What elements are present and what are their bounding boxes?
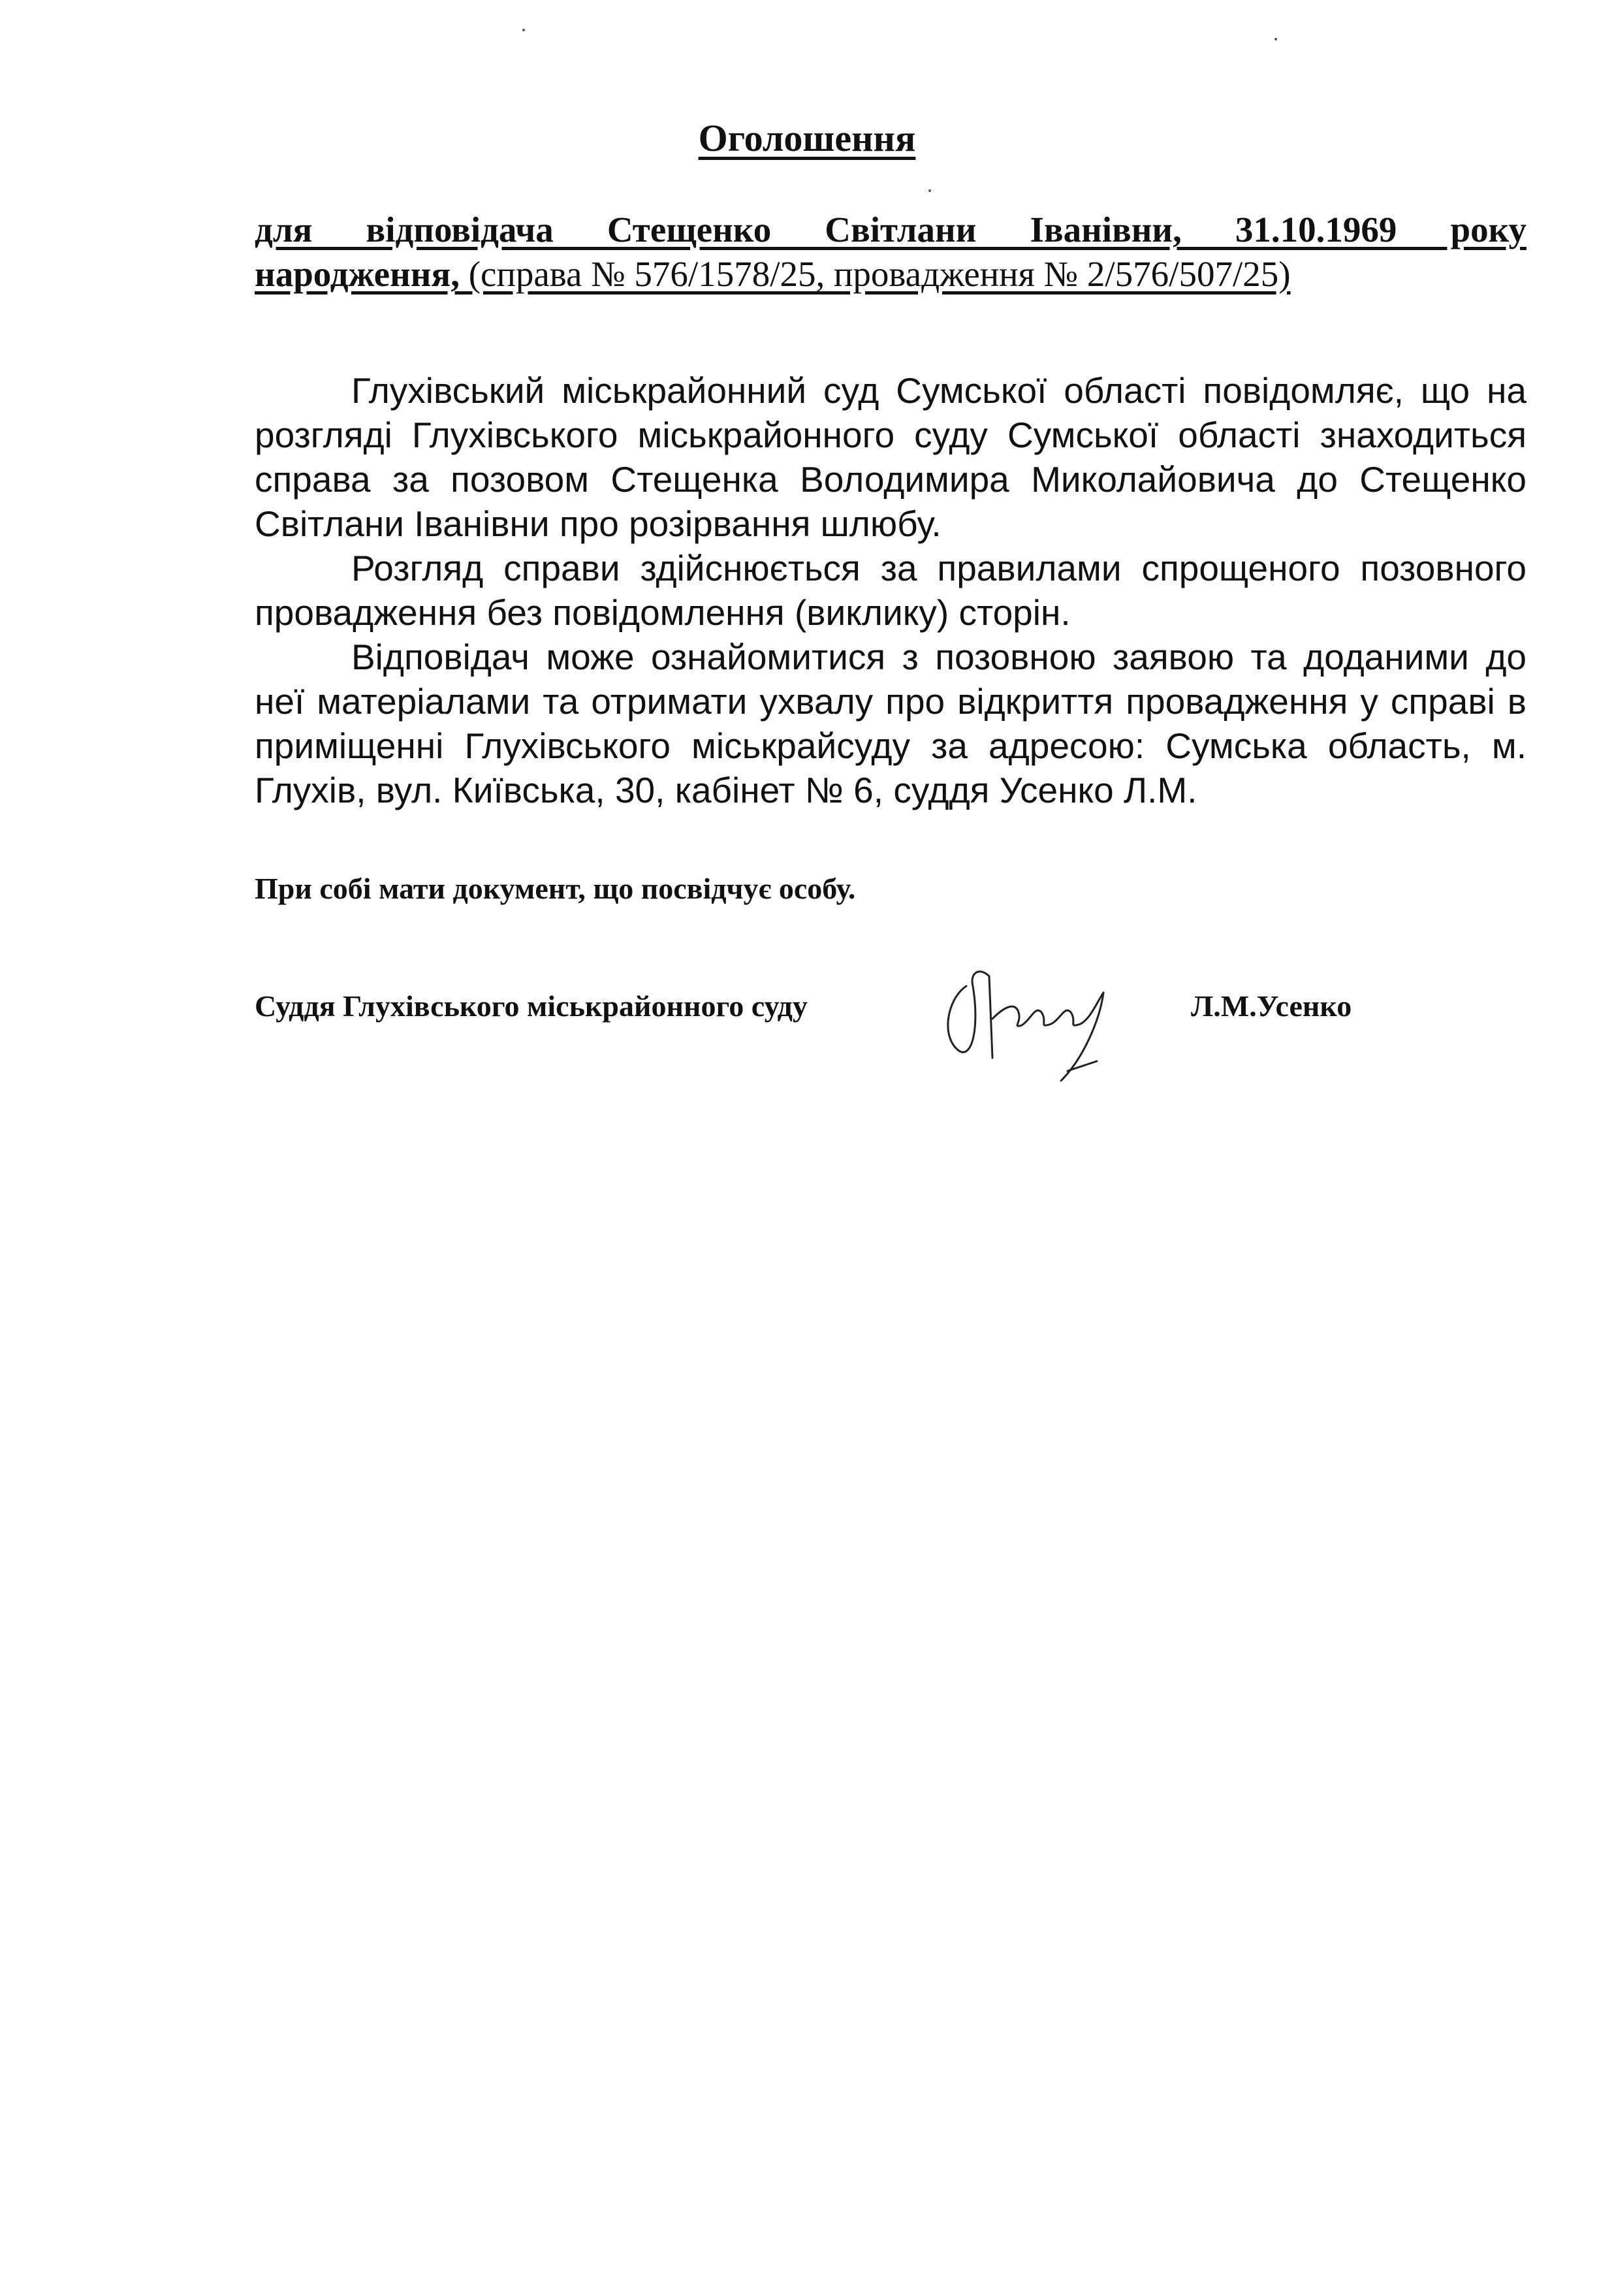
subject-line-1: для відповідача Стещенко Світлани Іванівни, 31.10.1969 року	[255, 210, 1527, 249]
handwritten-signature	[927, 947, 1149, 1091]
subject-case-numbers: (справа № 576/1578/25, провадження № 2/576/507/25)	[459, 254, 1291, 294]
id-document-note: При собі мати документ, що посвідчує особу.	[255, 872, 856, 905]
subject-heading	[255, 208, 1527, 296]
subject-line-2-bold: народження,	[255, 254, 460, 294]
paragraph-notice: Глухівський міськрайонний суд Сумської області повідомляє, що на розгляді Глухівського міськрайонного суду Сумської області знаходиться справа за позовом Стещенка Володимира Миколайовича до Стещенко Світлани Іванівни про розірвання шлюбу.	[255, 370, 1527, 544]
document-title: Оголошення	[698, 117, 916, 159]
scan-speck	[522, 29, 525, 31]
judge-name: Л.М.Усенко	[1191, 989, 1352, 1023]
paragraph-access: Відповідач може ознайомитися з позовною заявою та доданими до неї матеріалами та отримати ухвалу про відкриття провадження у справі в приміщенні Глухівського міськрайсуду за адресою: Сумська область, м. Глухів, вул. Київська, 30, кабінет № 6, суддя Усенко Л.М.	[255, 637, 1527, 810]
announcement-body	[255, 368, 1527, 812]
scan-speck	[1274, 38, 1277, 40]
paragraph-procedure: Розгляд справи здійснюється за правилами спрощеного позовного провадження без повідомлення (виклику) сторін.	[255, 548, 1527, 633]
scan-speck	[928, 189, 931, 192]
judge-position: Суддя Глухівського міськрайонного суду	[255, 989, 808, 1023]
subject-line-2	[255, 252, 1527, 296]
